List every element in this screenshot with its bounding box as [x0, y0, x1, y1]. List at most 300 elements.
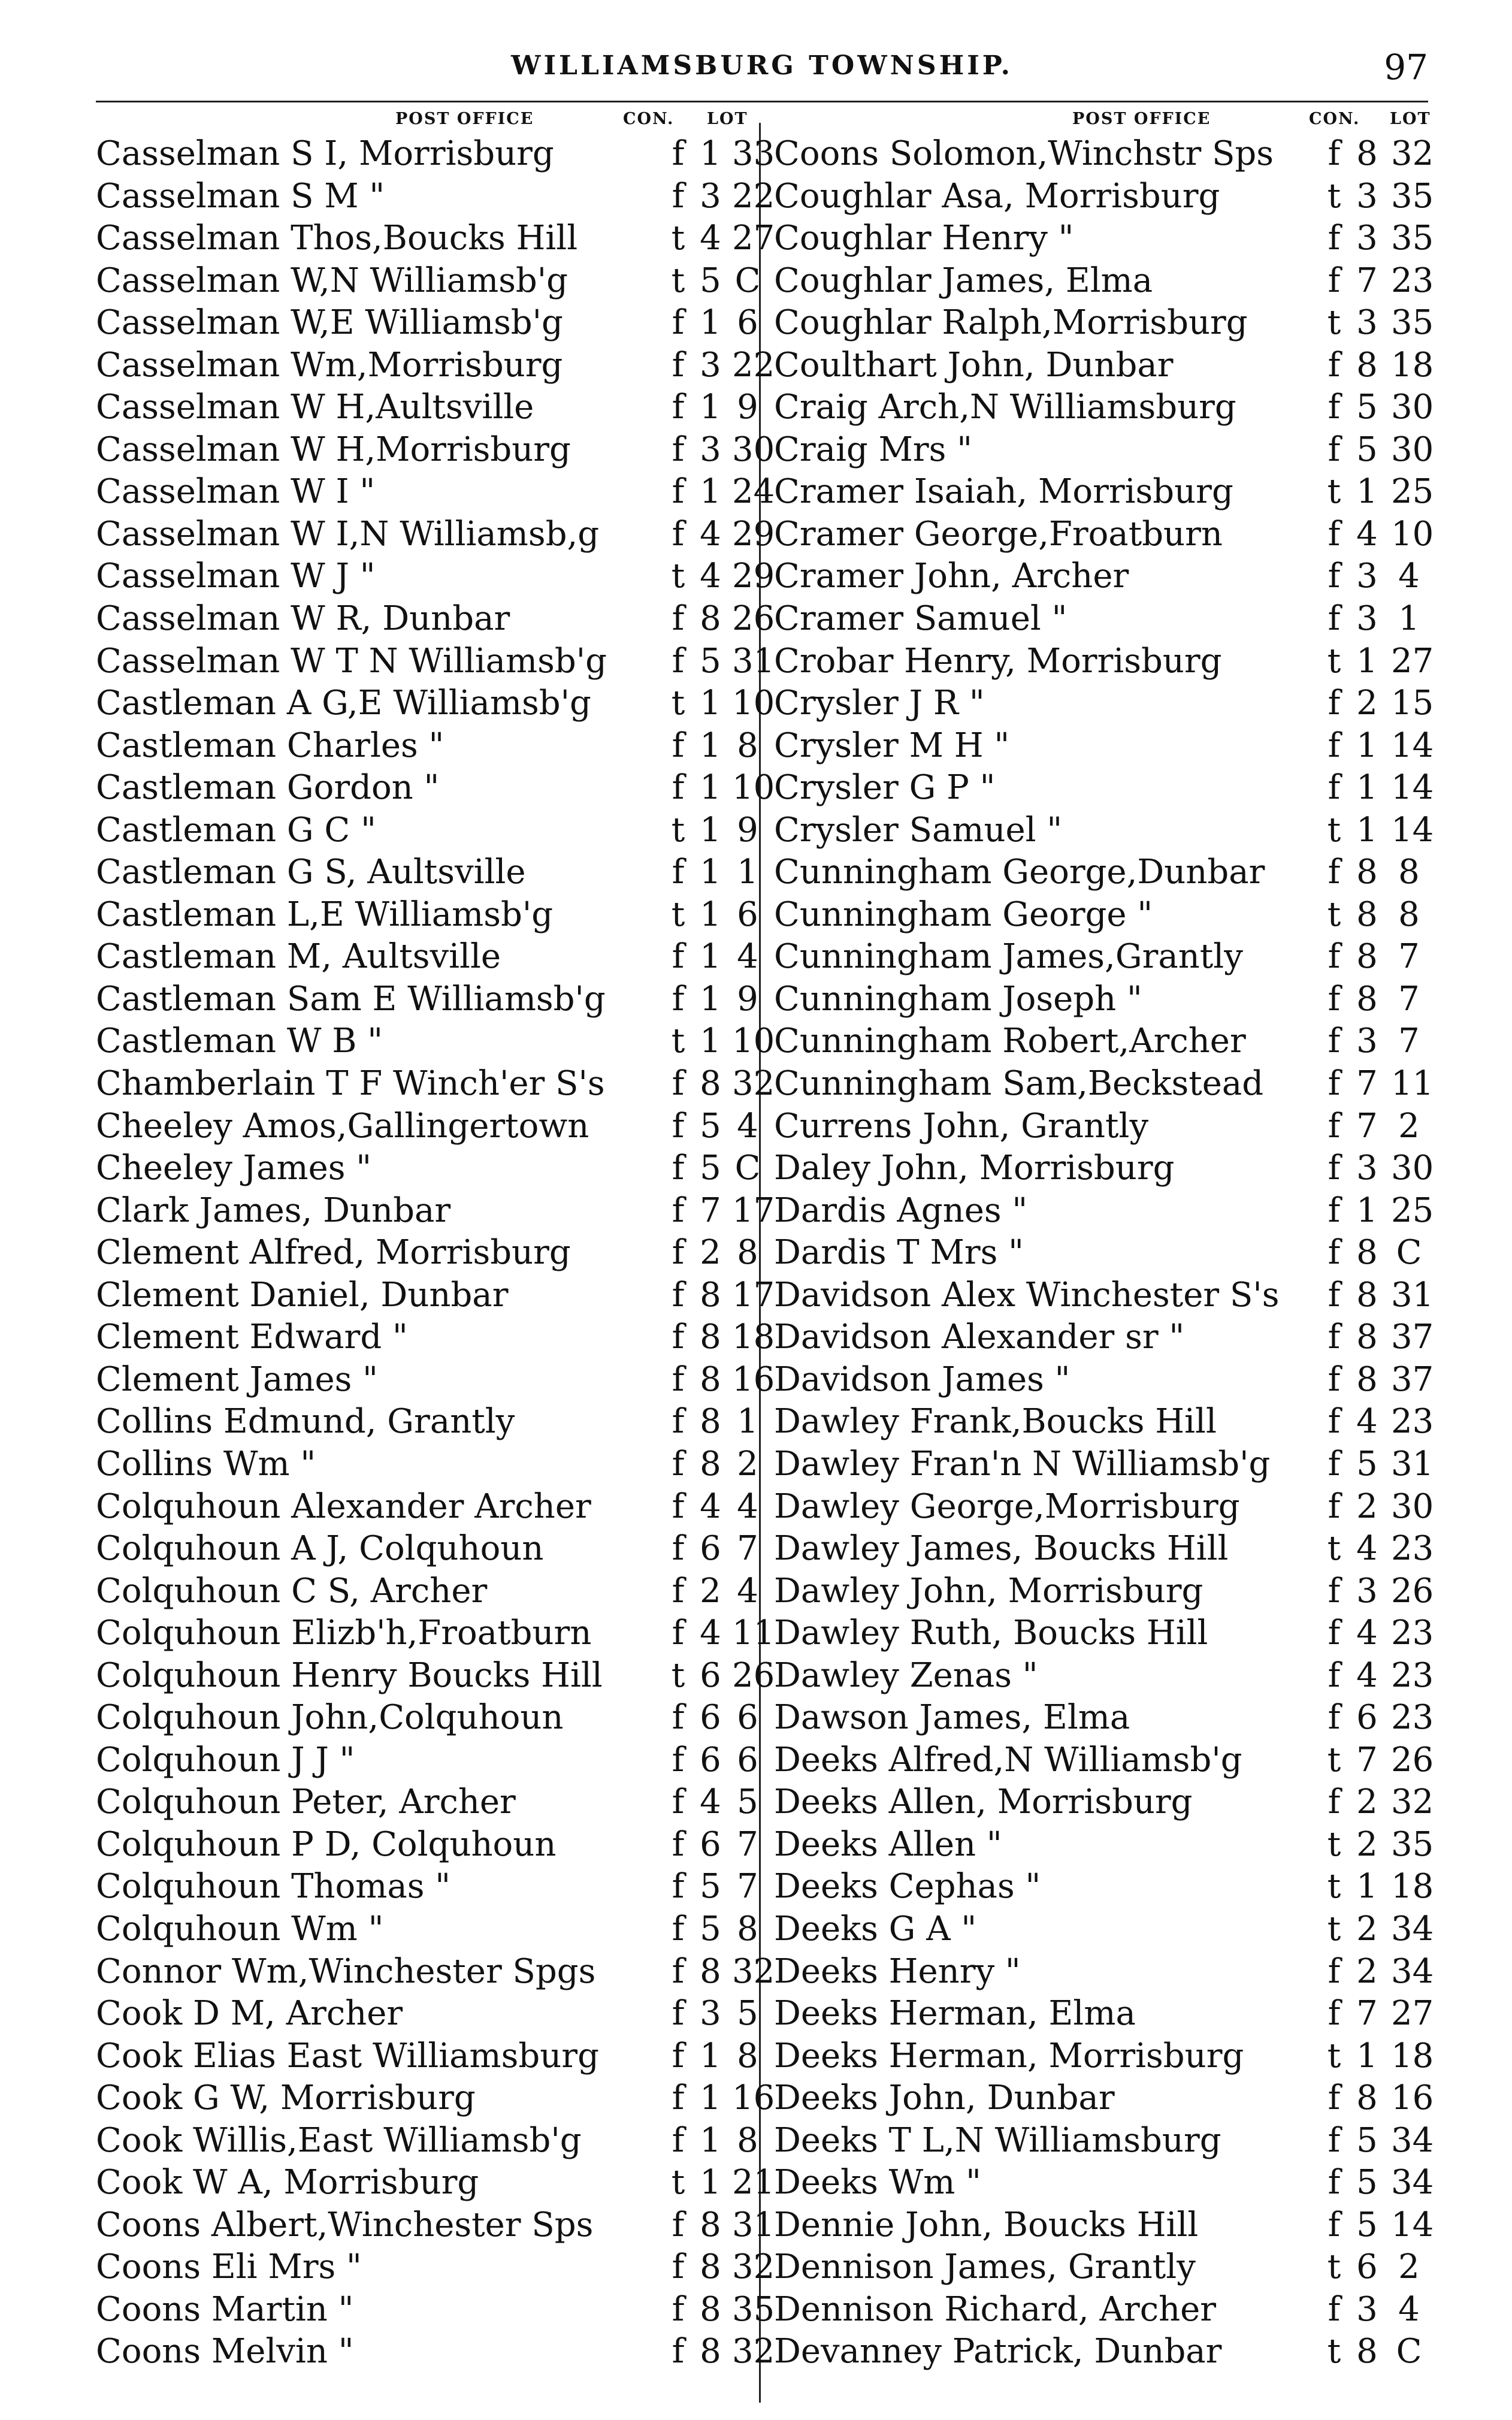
entry-name: Castleman Sam E Williamsb'g: [96, 979, 606, 1019]
entry-concession: 6: [700, 1655, 721, 1695]
directory-entry: [96, 2246, 775, 2289]
directory-entry: [774, 1993, 1434, 2035]
entry-name: Cunningham Robert,Archer: [774, 1022, 1246, 1061]
entry-lot: 10: [732, 684, 775, 723]
entry-lot: 8: [737, 1233, 758, 1273]
entry-concession: 3: [700, 1994, 721, 2034]
entry-concession: 1: [700, 2120, 721, 2160]
entry-status: t: [671, 1655, 685, 1695]
entry-status: f: [1327, 599, 1341, 639]
entry-lot: 31: [1391, 1275, 1434, 1315]
entry-name: Davidson James ": [774, 1359, 1071, 1399]
entry-status: f: [672, 1318, 685, 1357]
entry-lot: 5: [737, 1782, 758, 1822]
entry-lot: 5: [737, 1994, 758, 2034]
directory-entry: [774, 1105, 1428, 1148]
left-con-heading: CON.: [623, 110, 675, 128]
directory-entry: [774, 851, 1428, 894]
entry-lot: 4: [1398, 557, 1420, 596]
entry-concession: 4: [700, 514, 721, 554]
directory-entry: [96, 894, 758, 936]
entry-name: Cramer George,Froatburn: [774, 514, 1223, 554]
directory-entry: [96, 641, 775, 683]
entry-name: Colquhoun Elizb'h,Froatburn: [96, 1614, 592, 1653]
entry-lot: 2: [1398, 2247, 1420, 2287]
left-lot-heading: LOT: [707, 110, 748, 128]
entry-concession: 8: [1356, 979, 1378, 1019]
directory-entry: [96, 682, 775, 725]
entry-concession: 7: [1356, 1994, 1378, 2034]
entry-status: f: [1327, 514, 1341, 554]
entry-name: Coons Melvin ": [96, 2332, 354, 2371]
directory-entry: [774, 1401, 1434, 1443]
directory-entry: [96, 1359, 775, 1401]
entry-status: t: [671, 895, 685, 934]
entry-concession: 1: [700, 2078, 721, 2118]
directory-entry: [96, 1612, 775, 1655]
directory-entry: [96, 1951, 775, 1993]
entry-lot: 23: [1391, 261, 1434, 300]
entry-name: Cook W A, Morrisburg: [96, 2163, 479, 2203]
entry-lot: 7: [737, 1529, 758, 1569]
entry-name: Dawson James, Elma: [774, 1698, 1130, 1738]
entry-name: Coulthart John, Dunbar: [774, 345, 1174, 385]
directory-entry: [96, 1063, 775, 1105]
entry-name: Casselman W I ": [96, 472, 376, 512]
entry-concession: 8: [700, 1064, 721, 1104]
entry-lot: 31: [732, 641, 775, 681]
entry-name: Colquhoun Henry Boucks Hill: [96, 1655, 603, 1695]
entry-status: f: [672, 1233, 685, 1273]
entry-lot: 30: [1391, 388, 1434, 427]
entry-name: Dennison James, Grantly: [774, 2247, 1196, 2287]
directory-entry: [96, 1147, 761, 1190]
entry-lot: 27: [1391, 1994, 1434, 2034]
entry-status: t: [1327, 641, 1341, 681]
entry-status: f: [672, 2289, 685, 2329]
entry-status: t: [1327, 2036, 1341, 2075]
directory-entry: [96, 598, 775, 641]
entry-concession: 1: [700, 303, 721, 343]
entry-lot: 17: [732, 1191, 775, 1230]
entry-concession: 5: [1356, 430, 1378, 469]
entry-name: Crysler J R ": [774, 684, 985, 723]
entry-lot: 30: [1391, 1487, 1434, 1526]
entry-name: Cramer Samuel ": [774, 599, 1068, 639]
entry-concession: 4: [700, 557, 721, 596]
entry-lot: 34: [1391, 2163, 1434, 2203]
entry-status: f: [672, 641, 685, 681]
entry-name: Casselman W I,N Williamsb,g: [96, 514, 600, 554]
directory-entry: [96, 1570, 758, 1613]
entry-concession: 4: [700, 219, 721, 258]
entry-status: f: [672, 1487, 685, 1526]
entry-concession: 3: [1356, 303, 1378, 343]
directory-entry: [774, 2077, 1434, 2120]
entry-name: Connor Wm,Winchester Spgs: [96, 1951, 596, 1991]
entry-lot: 4: [737, 1106, 758, 1146]
page-number: 97: [1384, 47, 1428, 87]
entry-status: f: [1327, 1614, 1341, 1653]
entry-name: Dawley Zenas ": [774, 1655, 1038, 1695]
entry-status: f: [1327, 1022, 1341, 1061]
entry-lot: 32: [732, 1064, 775, 1104]
directory-entry: [774, 978, 1428, 1021]
entry-lot: 27: [1391, 641, 1434, 681]
entry-status: f: [672, 472, 685, 512]
right-lot-heading: LOT: [1390, 110, 1431, 128]
entry-status: f: [672, 937, 685, 977]
entry-status: f: [1327, 1951, 1341, 1991]
entry-status: f: [672, 345, 685, 385]
entry-status: f: [672, 853, 685, 892]
entry-lot: 6: [737, 895, 758, 934]
entry-concession: 8: [1356, 1318, 1378, 1357]
entry-name: Colquhoun Alexander Archer: [96, 1487, 591, 1526]
entry-name: Crysler G P ": [774, 768, 996, 808]
entry-concession: 1: [1356, 641, 1378, 681]
entry-name: Clement Edward ": [96, 1318, 408, 1357]
entry-status: f: [1327, 1064, 1341, 1104]
entry-concession: 7: [1356, 1106, 1378, 1146]
entry-status: f: [1327, 2120, 1341, 2160]
entry-name: Castleman A G,E Williamsb'g: [96, 684, 591, 723]
entry-lot: 33: [732, 134, 775, 173]
entry-concession: 5: [700, 641, 721, 681]
entry-lot: 23: [1391, 1402, 1434, 1442]
entry-concession: 1: [700, 134, 721, 173]
entry-name: Coughlar James, Elma: [774, 261, 1153, 300]
entry-lot: 26: [1391, 1740, 1434, 1779]
entry-status: t: [1327, 2247, 1341, 2287]
directory-entry: [774, 1655, 1434, 1697]
entry-lot: 10: [732, 768, 775, 808]
entry-lot: 24: [732, 472, 775, 512]
entry-lot: 6: [737, 1740, 758, 1779]
entry-name: Cunningham George,Dunbar: [774, 853, 1265, 892]
entry-name: Cunningham George ": [774, 895, 1153, 934]
directory-entry: [774, 1443, 1434, 1486]
directory-entry: [96, 260, 761, 303]
entry-status: f: [672, 1529, 685, 1569]
directory-entry: [96, 513, 775, 556]
entry-name: Collins Edmund, Grantly: [96, 1402, 515, 1442]
entry-name: Casselman Wm,Morrisburg: [96, 345, 563, 385]
entry-lot: 27: [732, 219, 775, 258]
directory-entry: [774, 1147, 1434, 1190]
entry-lot: 22: [732, 345, 775, 385]
directory-entry: [774, 2162, 1434, 2204]
entry-status: f: [672, 134, 685, 173]
entry-status: f: [1327, 726, 1341, 765]
entry-lot: 25: [1391, 472, 1434, 512]
directory-entry: [96, 1105, 758, 1148]
entry-name: Castleman Gordon ": [96, 768, 440, 808]
entry-lot: 11: [1391, 1064, 1434, 1104]
entry-concession: 1: [700, 979, 721, 1019]
entry-concession: 7: [1356, 261, 1378, 300]
entry-concession: 8: [700, 1402, 721, 1442]
directory-entry: [774, 429, 1434, 472]
entry-status: t: [671, 2163, 685, 2203]
entry-lot: 31: [732, 2205, 775, 2244]
directory-entry: [96, 1232, 758, 1274]
entry-concession: 8: [1356, 2332, 1378, 2371]
directory-entry: [774, 1232, 1428, 1274]
entry-status: t: [1327, 1909, 1341, 1948]
entry-name: Coughlar Ralph,Morrisburg: [774, 303, 1248, 343]
entry-concession: 5: [1356, 1444, 1378, 1484]
directory-entry: [774, 1063, 1434, 1105]
entry-lot: 1: [737, 1402, 758, 1442]
entry-status: f: [1327, 853, 1341, 892]
entry-status: t: [1327, 472, 1341, 512]
entry-name: Casselman W,E Williamsb'g: [96, 303, 563, 343]
entry-status: f: [672, 1867, 685, 1907]
entry-status: f: [672, 430, 685, 469]
entry-lot: 35: [1391, 1824, 1434, 1864]
entry-name: Davidson Alexander sr ": [774, 1318, 1185, 1357]
entry-concession: 1: [1356, 726, 1378, 765]
entry-lot: 34: [1391, 1909, 1434, 1948]
entry-status: f: [1327, 430, 1341, 469]
left-post-office-heading: POST OFFICE: [395, 110, 534, 128]
entry-status: t: [671, 557, 685, 596]
entry-concession: 1: [700, 684, 721, 723]
entry-lot: 31: [1391, 1444, 1434, 1484]
entry-status: f: [672, 176, 685, 216]
entry-name: Davidson Alex Winchester S's: [774, 1275, 1280, 1315]
entry-lot: 23: [1391, 1698, 1434, 1738]
entry-name: Colquhoun Peter, Archer: [96, 1782, 516, 1822]
entry-status: t: [671, 1022, 685, 1061]
entry-name: Crysler M H ": [774, 726, 1010, 765]
entry-name: Cramer Isaiah, Morrisburg: [774, 472, 1233, 512]
entry-status: f: [1327, 1782, 1341, 1822]
entry-name: Dawley Frank,Boucks Hill: [774, 1402, 1217, 1442]
entry-name: Casselman W H,Aultsville: [96, 388, 534, 427]
entry-concession: 4: [700, 1487, 721, 1526]
directory-entry: [96, 1528, 758, 1570]
directory-entry: [96, 217, 775, 260]
entry-status: f: [1327, 2289, 1341, 2329]
entry-status: f: [672, 599, 685, 639]
directory-entry: [96, 429, 775, 472]
entry-concession: 8: [700, 1359, 721, 1399]
entry-status: t: [671, 219, 685, 258]
entry-name: Dardis Agnes ": [774, 1191, 1028, 1230]
entry-status: f: [672, 2247, 685, 2287]
entry-status: t: [671, 684, 685, 723]
entry-lot: 10: [1391, 514, 1434, 554]
entry-lot: 15: [1391, 684, 1434, 723]
entry-status: f: [1327, 134, 1341, 173]
entry-name: Dawley John, Morrisburg: [774, 1571, 1203, 1611]
entry-status: f: [672, 1740, 685, 1779]
entry-status: t: [1327, 2332, 1341, 2371]
directory-entry: [774, 345, 1434, 387]
entry-status: t: [1327, 303, 1341, 343]
entry-concession: 6: [700, 1740, 721, 1779]
entry-name: Castleman L,E Williamsb'g: [96, 895, 554, 934]
entry-name: Deeks Allen ": [774, 1824, 1002, 1864]
entry-status: f: [1327, 1444, 1341, 1484]
entry-concession: 5: [1356, 2205, 1378, 2244]
entry-lot: 26: [732, 1655, 775, 1695]
entry-lot: 34: [1391, 1951, 1434, 1991]
entry-concession: 5: [700, 1909, 721, 1948]
entry-concession: 8: [700, 1318, 721, 1357]
entry-lot: 7: [1398, 1022, 1420, 1061]
entry-name: Coughlar Henry ": [774, 219, 1074, 258]
entry-status: f: [1327, 684, 1341, 723]
entry-lot: 4: [737, 937, 758, 977]
entry-concession: 4: [1356, 1529, 1378, 1569]
entry-status: f: [1327, 1275, 1341, 1315]
directory-entry: [774, 641, 1434, 683]
entry-status: f: [672, 2332, 685, 2371]
directory-entry: [774, 1951, 1434, 1993]
entry-lot: 18: [1391, 1867, 1434, 1907]
entry-name: Coons Eli Mrs ": [96, 2247, 362, 2287]
directory-entry: [774, 2120, 1434, 2162]
entry-status: f: [672, 388, 685, 427]
entry-concession: 7: [1356, 1740, 1378, 1779]
entry-name: Casselman W R, Dunbar: [96, 599, 510, 639]
entry-name: Collins Wm ": [96, 1444, 316, 1484]
entry-concession: 8: [700, 2289, 721, 2329]
entry-name: Casselman Thos,Boucks Hill: [96, 219, 578, 258]
entry-lot: 7: [737, 1824, 758, 1864]
entry-status: f: [672, 979, 685, 1019]
entry-concession: 4: [1356, 1402, 1378, 1442]
entry-lot: 22: [732, 176, 775, 216]
directory-entry: [96, 936, 758, 978]
entry-concession: 8: [1356, 937, 1378, 977]
entry-concession: 1: [700, 1022, 721, 1061]
directory-entry: [774, 598, 1428, 641]
directory-entry: [96, 302, 758, 345]
entry-concession: 5: [700, 1106, 721, 1146]
entry-status: f: [1327, 2078, 1341, 2118]
directory-entry: [96, 2162, 775, 2204]
entry-lot: C: [734, 1149, 761, 1188]
entry-concession: 4: [1356, 1614, 1378, 1653]
entry-name: Dawley James, Boucks Hill: [774, 1529, 1229, 1569]
entry-concession: 8: [1356, 1233, 1378, 1273]
directory-entry: [774, 1020, 1428, 1063]
entry-lot: 14: [1391, 768, 1434, 808]
entry-status: f: [672, 726, 685, 765]
entry-lot: 1: [1398, 599, 1420, 639]
entry-name: Devanney Patrick, Dunbar: [774, 2332, 1222, 2371]
directory-entry: [96, 1401, 758, 1443]
entry-status: f: [672, 1824, 685, 1864]
directory-entry: [96, 2289, 775, 2331]
entry-status: f: [672, 303, 685, 343]
entry-lot: 35: [1391, 219, 1434, 258]
entry-lot: 8: [1398, 853, 1420, 892]
entry-name: Deeks Wm ": [774, 2163, 981, 2203]
entry-lot: C: [734, 261, 761, 300]
entry-concession: 1: [700, 768, 721, 808]
directory-entry: [96, 2204, 775, 2247]
entry-status: f: [672, 1614, 685, 1653]
entry-lot: 23: [1391, 1614, 1434, 1653]
entry-concession: 1: [700, 726, 721, 765]
entry-lot: 37: [1391, 1359, 1434, 1399]
entry-concession: 3: [1356, 1149, 1378, 1188]
entry-lot: 18: [1391, 2036, 1434, 2075]
entry-concession: 2: [1356, 684, 1378, 723]
entry-lot: 30: [1391, 430, 1434, 469]
entry-name: Cook G W, Morrisburg: [96, 2078, 476, 2118]
entry-concession: 2: [1356, 1782, 1378, 1822]
entry-name: Castleman W B ": [96, 1022, 383, 1061]
entry-concession: 1: [1356, 1867, 1378, 1907]
directory-entry: [96, 1020, 775, 1063]
entry-lot: 8: [737, 1909, 758, 1948]
entry-name: Clark James, Dunbar: [96, 1191, 451, 1230]
directory-entry: [774, 1274, 1434, 1317]
directory-entry: [96, 176, 775, 218]
entry-status: f: [1327, 1149, 1341, 1188]
directory-entry: [774, 1570, 1434, 1613]
entry-name: Clement James ": [96, 1359, 378, 1399]
entry-concession: 8: [1356, 1275, 1378, 1315]
entry-lot: 17: [732, 1275, 775, 1315]
entry-status: f: [672, 2205, 685, 2244]
entry-status: f: [1327, 1233, 1341, 1273]
entry-status: t: [1327, 1867, 1341, 1907]
entry-status: f: [672, 1444, 685, 1484]
entry-name: Chamberlain T F Winch'er S's: [96, 1064, 605, 1104]
entry-lot: 8: [737, 726, 758, 765]
directory-entry: [774, 555, 1428, 598]
entry-name: Castleman G C ": [96, 810, 376, 850]
entry-status: f: [1327, 768, 1341, 808]
directory-entry: [96, 978, 758, 1021]
entry-name: Cunningham James,Grantly: [774, 937, 1243, 977]
entry-concession: 2: [700, 1571, 721, 1611]
entry-lot: 11: [732, 1614, 775, 1653]
entry-status: f: [1327, 1698, 1341, 1738]
entry-concession: 8: [1356, 134, 1378, 173]
entry-name: Dawley George,Morrisburg: [774, 1487, 1240, 1526]
entry-lot: 6: [737, 303, 758, 343]
entry-status: f: [672, 1191, 685, 1230]
entry-lot: 14: [1391, 2205, 1434, 2244]
entry-concession: 4: [1356, 1655, 1378, 1695]
directory-entry: [96, 809, 758, 852]
entry-concession: 1: [700, 472, 721, 512]
entry-lot: 14: [1391, 726, 1434, 765]
entry-concession: 1: [700, 853, 721, 892]
entry-lot: 26: [1391, 1571, 1434, 1611]
entry-name: Cunningham Joseph ": [774, 979, 1142, 1019]
entry-lot: 21: [732, 2163, 775, 2203]
entry-name: Casselman W J ": [96, 557, 376, 596]
entry-name: Cook Willis,East Williamsb'g: [96, 2120, 582, 2160]
directory-entry: [96, 2331, 775, 2373]
entry-concession: 3: [700, 430, 721, 469]
entry-concession: 2: [1356, 1909, 1378, 1948]
entry-status: t: [1327, 176, 1341, 216]
entry-concession: 5: [1356, 388, 1378, 427]
entry-name: Colquhoun J J ": [96, 1740, 355, 1779]
entry-concession: 5: [700, 1867, 721, 1907]
entry-lot: 16: [732, 1359, 775, 1399]
